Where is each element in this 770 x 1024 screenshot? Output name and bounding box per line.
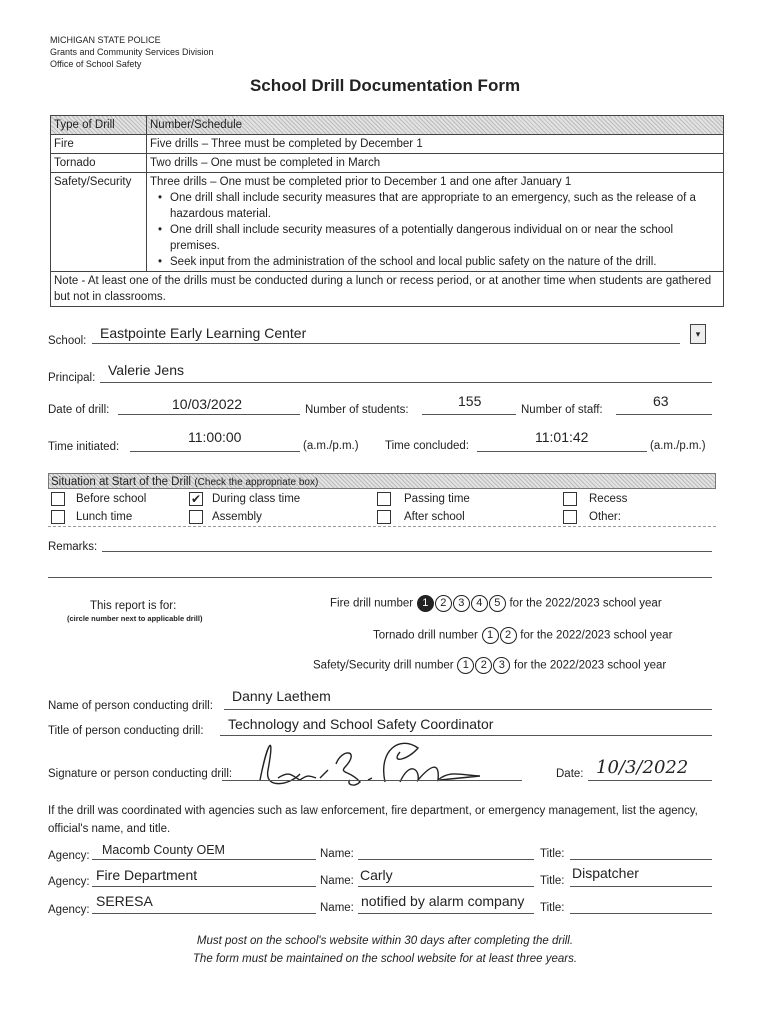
passing-time-checkbox[interactable] [377,492,391,506]
fire-drill-suffix: for the 2022/2023 school year [509,597,662,610]
safety-drill-suffix: for the 2022/2023 school year [514,659,667,672]
ampm-concluded: (a.m./p.m.) [650,440,706,452]
other-label: Other: [589,511,621,523]
safety-schedule-text: Three drills – One must be completed prior to December 1 and one after January 1 [150,176,572,188]
school-underline [92,343,680,344]
school-label: School: [48,335,87,347]
time-concluded-field[interactable]: 11:01:42 [535,429,589,445]
drill-type-fire: Fire [51,135,147,154]
signature-image [250,730,520,800]
remarks-line-2[interactable] [48,577,712,578]
drill-schedule-safety [147,173,724,272]
time-concluded-underline [477,451,647,452]
lunch-time-label: Lunch time [76,511,133,523]
agency-field-2[interactable]: Fire Department [96,867,198,883]
students-field[interactable]: 155 [458,393,482,409]
principal-field[interactable]: Valerie Jens [108,362,185,378]
agency-field-1[interactable]: Macomb County OEM [102,843,225,857]
table-row [51,173,724,272]
passing-time-label: Passing time [404,493,470,505]
safety-bullet-list [156,190,720,270]
staff-label: Number of staff: [521,404,603,416]
type-of-drill-header: Type of Drill [51,116,147,135]
tornado-drill-suffix: for the 2022/2023 school year [520,629,673,642]
time-initiated-field[interactable]: 11:00:00 [188,429,242,445]
report-for-note: (circle number next to applicable drill) [67,614,203,623]
signature-underline [222,780,522,781]
office-name: Office of School Safety [50,59,142,69]
after-school-checkbox[interactable] [377,510,391,524]
name-label-1: Name: [320,848,354,860]
signature-date-field[interactable]: 10/3/2022 [596,757,689,778]
date-of-drill-field[interactable]: 10/03/2022 [172,396,243,412]
conductor-title-label: Title of person conducting drill: [48,725,204,737]
report-for-label: This report is for: [90,600,177,612]
title-field-2[interactable]: Dispatcher [572,865,639,881]
fire-drill-number-2[interactable]: 2 [435,595,452,612]
school-dropdown-icon[interactable]: ▾ [690,324,706,344]
safety-drill-row [313,657,666,674]
recess-label: Recess [589,493,628,505]
during-class-label: During class time [212,493,301,505]
title-underline-1 [570,859,712,860]
before-school-checkbox[interactable] [51,492,65,506]
ampm-initiated: (a.m./p.m.) [303,440,359,452]
safety-drill-label: Safety/Security drill number [313,659,454,672]
fire-drill-number-5[interactable]: 5 [489,595,506,612]
principal-underline [100,382,712,383]
before-school-label: Before school [76,493,147,505]
name-label-2: Name: [320,875,354,887]
tornado-drill-number-2[interactable]: 2 [500,627,517,644]
assembly-checkbox[interactable] [189,510,203,524]
agencies-intro: If the drill was coordinated with agencies such as law enforcement, fire department, or emergency management, list the agency, official's name, and title. [48,805,698,835]
list-item: • Seek input from the administration of the school and local public safety on the nature of the drill. [156,254,720,270]
signature-label: Signature or person conducting drill: [48,768,233,780]
remarks-line-1[interactable] [102,551,712,552]
remarks-label: Remarks: [48,541,98,553]
staff-field[interactable]: 63 [653,393,669,409]
title-underline-3 [570,913,712,914]
fire-drill-number-3[interactable]: 3 [453,595,470,612]
after-school-label: After school [404,511,465,523]
agency-field-3[interactable]: SERESA [96,893,153,909]
safety-drill-number-2[interactable]: 2 [475,657,492,674]
situation-header [48,473,716,489]
name-underline-1 [358,859,534,860]
signature-date-underline [588,780,712,781]
table-header-row [51,116,724,135]
date-underline [118,414,300,415]
division-name: Grants and Community Services Division [50,47,214,57]
fire-drill-number-4[interactable]: 4 [471,595,488,612]
agency-underline-3 [92,913,316,914]
form-title: School Drill Documentation Form [249,76,521,95]
drill-note: Note - At least one of the drills must be conducted during a lunch or recess period, or at another time when students are gathered but not in classrooms. [51,272,724,307]
agency-name: MICHIGAN STATE POLICE [50,35,161,45]
list-item: • One drill shall include security measures of a potentially dangerous individual on or near the school premises. [156,222,720,254]
conductor-name-label: Name of person conducting drill: [48,700,213,712]
drill-type-tornado: Tornado [51,154,147,173]
tornado-drill-label: Tornado drill number [373,629,478,642]
number-schedule-header: Number/Schedule [147,116,724,135]
name-field-2[interactable]: Carly [360,867,393,883]
tornado-drill-row [373,627,672,644]
name-underline-2 [358,886,534,887]
conductor-name-field[interactable]: Danny Laethem [232,688,331,704]
principal-label: Principal: [48,372,96,384]
drill-requirements-table [50,115,724,307]
list-item: • One drill shall include security measures that are appropriate to an emergency, such as the release of a hazardous material. [156,190,720,222]
title-label-3: Title: [540,902,565,914]
name-underline-3 [358,913,534,914]
drill-schedule-fire: Five drills – Three must be completed by December 1 [147,135,724,154]
footer-line-1: Must post on the school's website within 30 days after completing the drill. [196,935,574,947]
time-concluded-label: Time concluded: [385,440,469,452]
agency-label-2: Agency: [48,876,90,888]
during-class-checkbox[interactable] [189,492,203,506]
title-label-1: Title: [540,848,565,860]
fire-drill-number-1[interactable]: 1 [417,595,434,612]
fire-drill-label: Fire drill number [330,597,414,610]
agency-label-1: Agency: [48,850,90,862]
title-label-2: Title: [540,875,565,887]
assembly-label: Assembly [212,511,262,523]
school-field[interactable]: Eastpointe Early Learning Center [100,325,307,341]
table-row [51,272,724,307]
students-underline [422,414,516,415]
footer-line-2: The form must be maintained on the school website for at least three years. [192,953,578,965]
safety-drill-number-3[interactable]: 3 [493,657,510,674]
table-row [51,154,724,173]
fire-drill-row [330,595,662,612]
lunch-time-checkbox[interactable] [51,510,65,524]
students-label: Number of students: [305,404,409,416]
agency-underline-1 [92,859,316,860]
conductor-name-underline [224,709,712,710]
safety-drill-number-1[interactable]: 1 [457,657,474,674]
tornado-drill-number-1[interactable]: 1 [482,627,499,644]
agency-underline-2 [92,886,316,887]
recess-checkbox[interactable] [563,492,577,506]
name-field-3[interactable]: notified by alarm company [361,893,525,909]
time-initiated-underline [130,451,300,452]
other-checkbox[interactable] [563,510,577,524]
date-of-drill-label: Date of drill: [48,404,110,416]
staff-underline [616,414,712,415]
time-initiated-label: Time initiated: [48,441,120,453]
name-label-3: Name: [320,902,354,914]
title-underline-2 [570,886,712,887]
conductor-title-field[interactable]: Technology and School Safety Coordinator [228,716,494,732]
situation-title: Situation at Start of the Drill [51,476,191,488]
check-mark-icon: ✔ [190,492,202,506]
table-row [51,135,724,154]
drill-type-safety: Safety/Security [51,173,147,272]
agency-label-3: Agency: [48,904,90,916]
signature-date-label: Date: [556,768,584,780]
situation-note: (Check the appropriate box) [194,477,319,488]
drill-schedule-tornado: Two drills – One must be completed in March [147,154,724,173]
